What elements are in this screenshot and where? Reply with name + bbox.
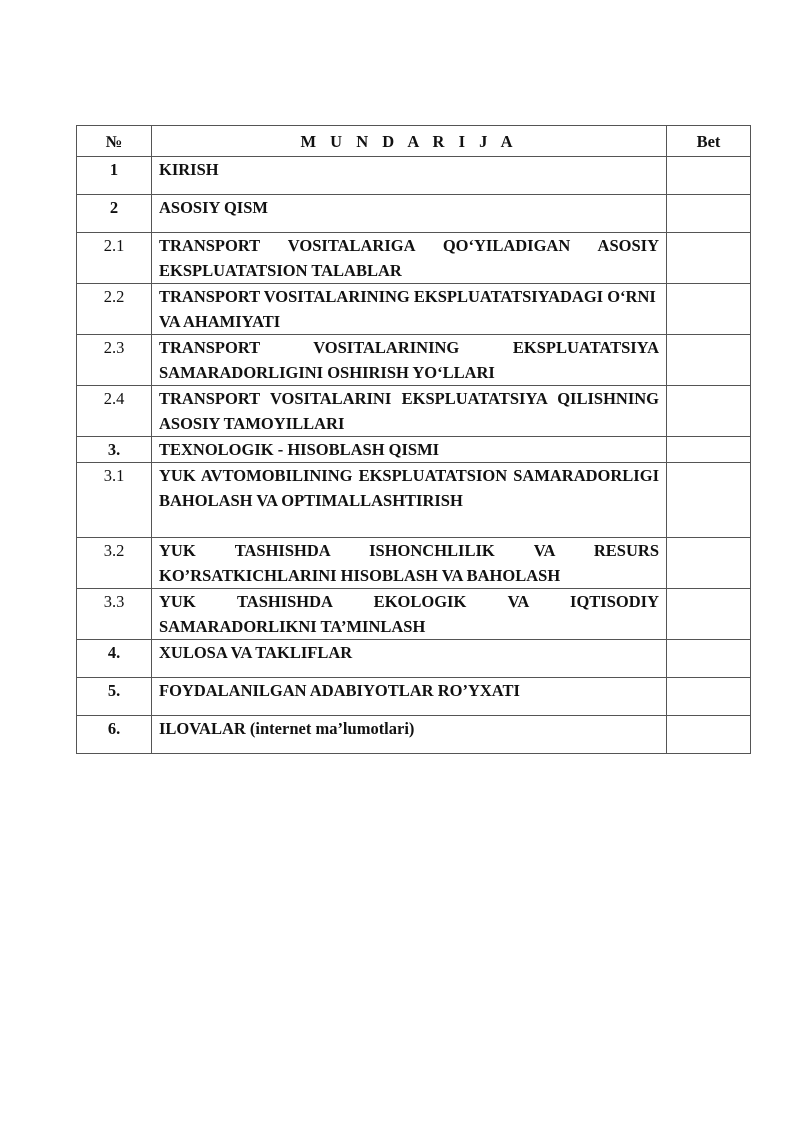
row-title: TRANSPORT VOSITALARINING EKSPLUATATSIYADAGI O‘RNI VA AHAMIYATI xyxy=(152,284,667,335)
row-title: TRANSPORT VOSITALARIGA QO‘YILADIGAN ASOSIY EKSPLUATATSION TALABLAR xyxy=(152,233,667,284)
row-page xyxy=(667,463,751,538)
row-title: YUK AVTOMOBILINING EKSPLUATATSION SAMARADORLIGI BAHOLASH VA OPTIMALLASHTIRISH xyxy=(152,463,667,538)
header-number: № xyxy=(77,126,152,157)
row-title: YUK TASHISHDA ISHONCHLILIK VA RESURS KO’RSATKICHLARINI HISOBLASH VA BAHOLASH xyxy=(152,538,667,589)
row-page xyxy=(667,437,751,463)
row-title: ASOSIY QISM xyxy=(152,195,667,233)
table-row xyxy=(77,284,751,335)
row-page xyxy=(667,386,751,437)
row-number: 3.1 xyxy=(77,463,152,538)
table-row xyxy=(77,640,751,678)
table-row xyxy=(77,589,751,640)
row-title: TRANSPORT VOSITALARINING EKSPLUATATSIYA SAMARADORLIGINI OSHIRISH YO‘LLARI xyxy=(152,335,667,386)
table-row xyxy=(77,538,751,589)
row-page xyxy=(667,589,751,640)
row-number: 4. xyxy=(77,640,152,678)
row-number: 3.2 xyxy=(77,538,152,589)
row-number: 3. xyxy=(77,437,152,463)
row-page xyxy=(667,716,751,754)
row-title: ILOVALAR (internet ma’lumotlari) xyxy=(152,716,667,754)
table-row xyxy=(77,233,751,284)
table-row xyxy=(77,335,751,386)
table-row xyxy=(77,437,751,463)
table-row xyxy=(77,678,751,716)
row-title: TRANSPORT VOSITALARINI EKSPLUATATSIYA QILISHNING ASOSIY TAMOYILLARI xyxy=(152,386,667,437)
header-page: Bet xyxy=(667,126,751,157)
row-page xyxy=(667,195,751,233)
table-of-contents xyxy=(76,125,751,754)
row-number: 1 xyxy=(77,157,152,195)
row-page xyxy=(667,233,751,284)
row-number: 2.1 xyxy=(77,233,152,284)
row-number: 2.2 xyxy=(77,284,152,335)
table-row xyxy=(77,386,751,437)
table-row xyxy=(77,157,751,195)
row-page xyxy=(667,284,751,335)
row-number: 2 xyxy=(77,195,152,233)
table-row xyxy=(77,716,751,754)
row-title: FOYDALANILGAN ADABIYOTLAR RO’YXATI xyxy=(152,678,667,716)
row-number: 5. xyxy=(77,678,152,716)
table-row xyxy=(77,463,751,538)
row-title: XULOSA VA TAKLIFLAR xyxy=(152,640,667,678)
row-title: TEXNOLOGIK - HISOBLASH QISMI xyxy=(152,437,667,463)
row-page xyxy=(667,538,751,589)
row-page xyxy=(667,157,751,195)
toc-header-row xyxy=(77,126,751,157)
row-title: YUK TASHISHDA EKOLOGIK VA IQTISODIY SAMARADORLIKNI TA’MINLASH xyxy=(152,589,667,640)
row-number: 6. xyxy=(77,716,152,754)
header-title: M U N D A R I J A xyxy=(152,126,667,157)
row-number: 2.4 xyxy=(77,386,152,437)
row-page xyxy=(667,678,751,716)
row-number: 2.3 xyxy=(77,335,152,386)
table-row xyxy=(77,195,751,233)
row-page xyxy=(667,640,751,678)
row-title: KIRISH xyxy=(152,157,667,195)
row-page xyxy=(667,335,751,386)
row-number: 3.3 xyxy=(77,589,152,640)
